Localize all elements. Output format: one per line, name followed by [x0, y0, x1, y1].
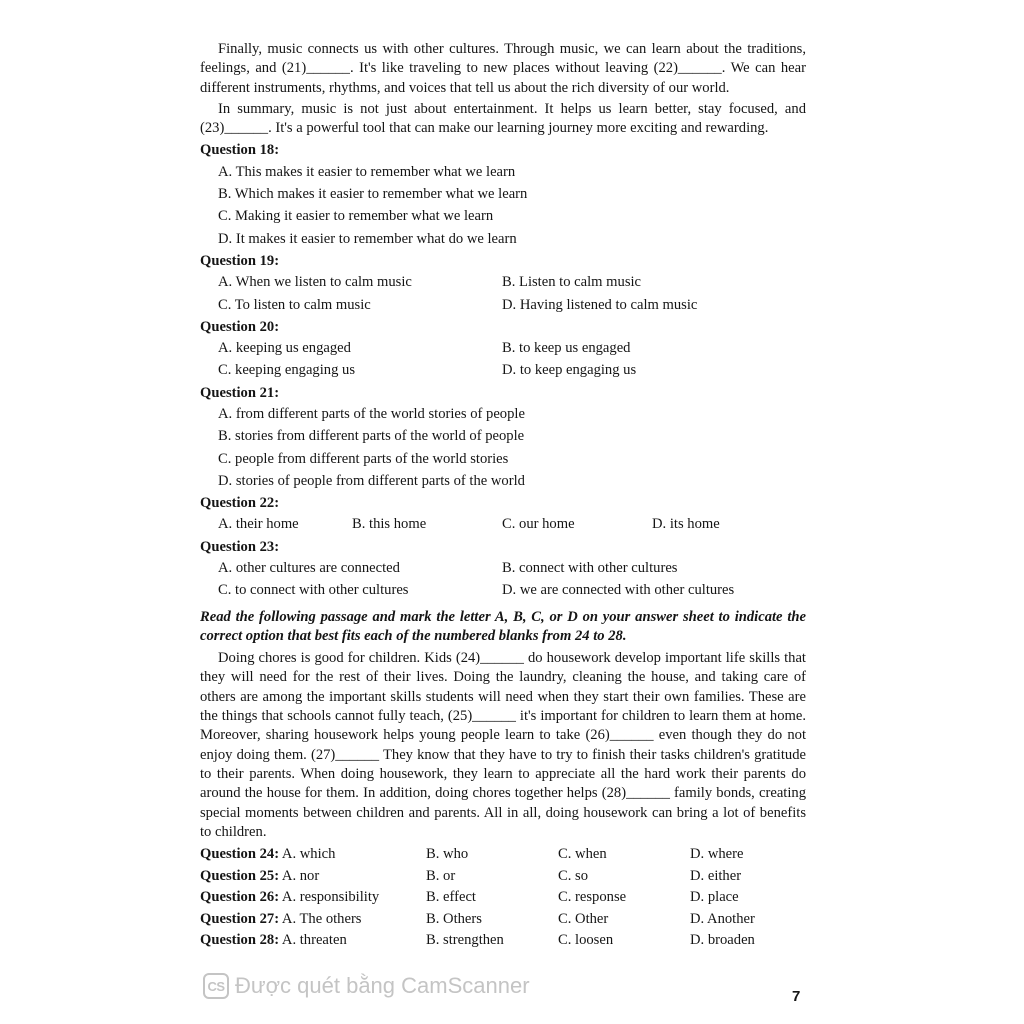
page-number: 7	[792, 988, 801, 1005]
question-label: Question 27:	[200, 910, 280, 927]
question-label: Question 26:	[200, 889, 280, 906]
question-24	[200, 844, 806, 866]
option-c: C. our home	[502, 516, 575, 533]
option-b: B. strengthen	[426, 932, 504, 949]
option-a: A. responsibility	[281, 889, 380, 906]
question-label: Question 18:	[200, 142, 280, 159]
worksheet-page	[200, 40, 806, 952]
option-a: A. The others	[281, 910, 362, 927]
question-26	[200, 887, 806, 909]
camscanner-logo-icon: CS	[203, 973, 229, 999]
option-c: C. when	[558, 846, 607, 863]
question-label: Question 21:	[200, 384, 280, 401]
option-b: B. Listen to calm music	[502, 274, 642, 291]
camscanner-watermark	[203, 973, 530, 999]
option-d: D. Another	[690, 910, 755, 927]
option-a: A. which	[281, 846, 336, 863]
option-c: C. To listen to calm music	[218, 296, 371, 313]
option-d: D. either	[690, 867, 742, 884]
option-d: D. It makes it easier to remember what do we learn	[218, 230, 517, 247]
answer-grid	[200, 844, 806, 952]
option-d: D. we are connected with other cultures	[502, 582, 735, 599]
question-label: Question 25:	[200, 867, 280, 884]
option-c: C. people from different parts of the world stories	[218, 450, 509, 467]
option-a: A. other cultures are connected	[218, 560, 400, 577]
question-21	[200, 383, 806, 492]
question-22	[200, 493, 806, 536]
option-b: B. Which makes it easier to remember what we learn	[218, 186, 528, 203]
option-a: A. This makes it easier to remember what we learn	[218, 163, 516, 180]
passage-paragraph: In summary, music is not just about entertainment. It helps us learn better, stay focused, and (23)______. It's a powerful tool that can make our learning journey more exciting and rewarding.	[200, 100, 806, 137]
option-d: D. to keep engaging us	[502, 362, 637, 379]
question-label: Question 28:	[200, 932, 280, 949]
option-c: C. so	[558, 867, 589, 884]
question-label: Question 23:	[200, 538, 280, 555]
option-b: B. or	[426, 867, 456, 884]
question-label: Question 19:	[200, 252, 280, 269]
watermark-text: Được quét bằng CamScanner	[235, 973, 530, 998]
question-23	[200, 537, 806, 602]
option-b: B. connect with other cultures	[502, 560, 678, 577]
option-d: D. its home	[652, 516, 720, 533]
passage-paragraph: Finally, music connects us with other cultures. Through music, we can learn about the traditions, feelings, and (21)______. It's like traveling to new places without leaving (22)______. We can hear different instruments, rhythms, and voices that tell us about the rich diversity of our world.	[200, 41, 806, 96]
question-label: Question 22:	[200, 494, 280, 511]
option-d: D. place	[690, 889, 739, 906]
question-27	[200, 909, 806, 931]
question-25	[200, 866, 806, 888]
option-d: D. stories of people from different parts of the world	[218, 472, 525, 489]
option-c: C. to connect with other cultures	[218, 582, 409, 599]
question-19	[200, 251, 806, 316]
question-20	[200, 317, 806, 382]
option-b: B. who	[426, 846, 469, 863]
option-a: A. nor	[281, 867, 320, 884]
option-a: A. When we listen to calm music	[218, 274, 412, 291]
question-label: Question 20:	[200, 318, 280, 335]
option-b: B. Others	[426, 910, 482, 927]
section-instruction: Read the following passage and mark the letter A, B, C, or D on your answer sheet to indicate the correct option that best fits each of the numbered blanks from 24 to 28.	[200, 608, 806, 644]
option-b: B. effect	[426, 889, 476, 906]
option-c: C. Making it easier to remember what we learn	[218, 208, 494, 225]
option-c: C. keeping engaging us	[218, 362, 355, 379]
option-a: A. threaten	[281, 932, 347, 949]
option-c: C. Other	[558, 910, 609, 927]
option-a: A. from different parts of the world stories of people	[218, 406, 525, 423]
option-c: C. loosen	[558, 932, 614, 949]
question-18	[200, 140, 806, 249]
option-d: D. where	[690, 846, 744, 863]
option-b: B. to keep us engaged	[502, 340, 631, 357]
option-b: B. this home	[352, 516, 427, 533]
option-b: B. stories from different parts of the world of people	[218, 428, 525, 445]
question-28	[200, 930, 806, 952]
passage-paragraph: Doing chores is good for children. Kids (24)______ do housework develop important life skills that they will need for the rest of their lives. Doing the laundry, cleaning the house, and taking care of others are among the important skills students will need when they start their own families. These are the things that schools cannot fully teach, (25)______ it's important for children to learn them at home. Moreover, sharing housework helps young people learn to take (26)______ even though they do not enjoy doing them. (27)______ They know that they have to try to finish their tasks children's gratitude to their parents. When doing housework, they learn to appreciate all the hard work their parents do around the house for them. In addition, doing chores together helps (28)______ family bonds, creating special moments between children and parents. All in all, doing housework can bring a lot of benefits to children.	[200, 650, 806, 840]
option-d: D. Having listened to calm music	[502, 296, 698, 313]
option-a: A. keeping us engaged	[218, 340, 351, 357]
option-a: A. their home	[218, 516, 299, 533]
option-d: D. broaden	[690, 932, 755, 949]
option-c: C. response	[558, 889, 627, 906]
question-label: Question 24:	[200, 846, 280, 863]
